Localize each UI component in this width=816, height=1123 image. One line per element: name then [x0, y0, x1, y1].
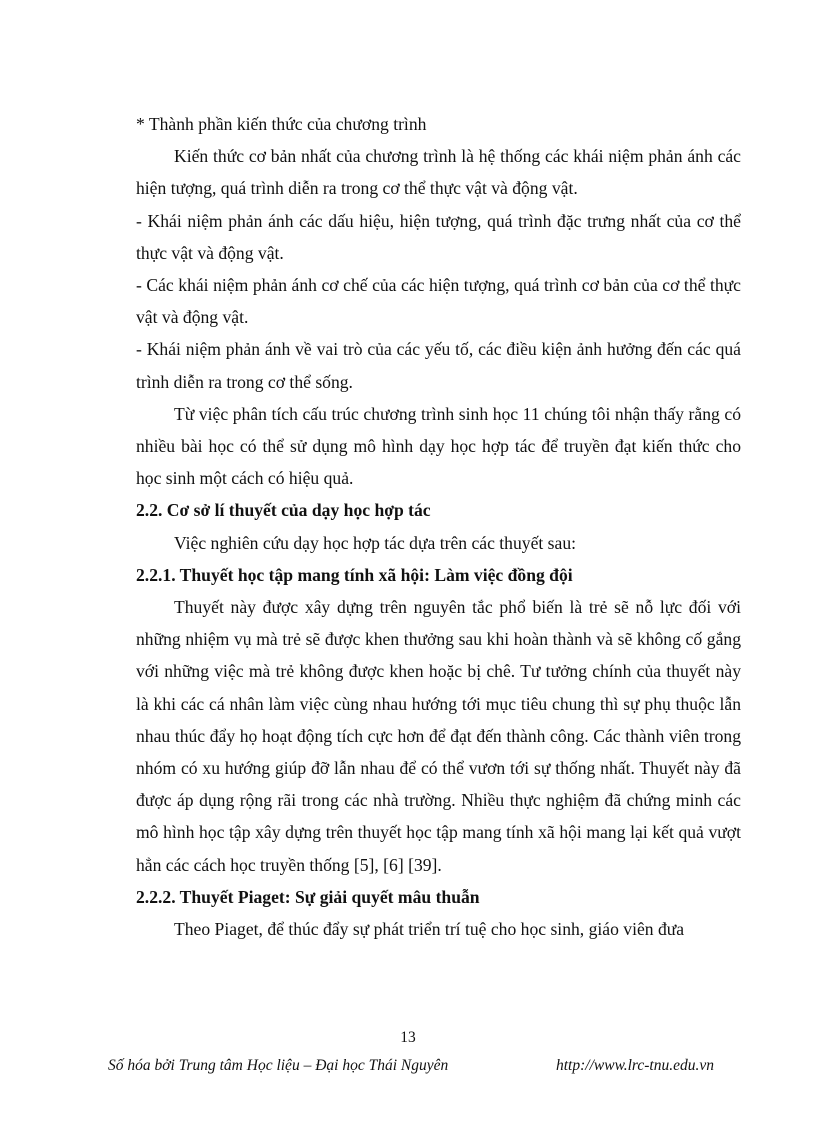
paragraph: Việc nghiên cứu dạy học hợp tác dựa trên các thuyết sau: — [174, 532, 577, 553]
paragraph: Theo Piaget, để thúc đẩy sự phát triển trí tuệ cho học sinh, giáo viên đưa — [174, 919, 685, 940]
section-heading: 2.2. Cơ sở lí thuyết của dạy học hợp tác — [136, 500, 431, 521]
bullet-item: - Các khái niệm phản ánh cơ chế của các hiện tượng, quá trình cơ bản của cơ thể thực vật và động vật. — [136, 275, 741, 328]
footer-source: Số hóa bởi Trung tâm Học liệu – Đại học Thái Nguyên — [108, 1057, 449, 1074]
bullet-item: - Khái niệm phản ánh các dấu hiệu, hiện tượng, quá trình đặc trưng nhất của cơ thể thực vật và động vật. — [136, 210, 741, 263]
footer-url: http://www.lrc-tnu.edu.vn — [556, 1057, 714, 1074]
subsection-heading: 2.2.2. Thuyết Piaget: Sự giải quyết mâu thuẫn — [136, 886, 480, 907]
body-text — [136, 108, 741, 945]
paragraph: Thuyết này được xây dựng trên nguyên tắc phổ biến là trẻ sẽ nỗ lực đối với những nhiệm vụ mà trẻ sẽ được khen thưởng sau khi hoàn thành và sẽ không cố gắng với những việc mà trẻ không được khen hoặc bị chê. Tư tưởng chính của thuyết này là khi các cá nhân làm việc cùng nhau hướng tới mục tiêu chung thì sự phụ thuộc lẫn nhau thúc đẩy họ hoạt động tích cực hơn để đạt đến thành công. Các thành viên trong nhóm có xu hướng giúp đỡ lẫn nhau để có thể vươn tới sự thống nhất. Thuyết này đã được áp dụng rộng rãi trong các nhà trường. Nhiều thực nghiệm đã chứng minh các mô hình học tập xây dựng trên thuyết học tập mang tính xã hội mang lại kết quả vượt hẳn các cách học truyền thống [5], [6] [39]. — [136, 597, 741, 875]
section-note: * Thành phần kiến thức của chương trình — [136, 114, 427, 134]
bullet-item: - Khái niệm phản ánh về vai trò của các yếu tố, các điều kiện ảnh hưởng đến các quá trình diễn ra trong cơ thể sống. — [136, 339, 741, 392]
footer — [108, 1057, 714, 1075]
subsection-heading: 2.2.1. Thuyết học tập mang tính xã hội: Làm việc đồng đội — [136, 564, 573, 585]
paragraph: Từ việc phân tích cấu trúc chương trình sinh học 11 chúng tôi nhận thấy rằng có nhiều bài học có thể sử dụng mô hình dạy học hợp tác để truyền đạt kiến thức cho học sinh một cách có hiệu quả. — [136, 403, 741, 489]
page-number: 13 — [400, 1029, 416, 1046]
paragraph: Kiến thức cơ bản nhất của chương trình là hệ thống các khái niệm phản ánh các hiện tượng, quá trình diễn ra trong cơ thể thực vật và động vật. — [136, 146, 741, 199]
